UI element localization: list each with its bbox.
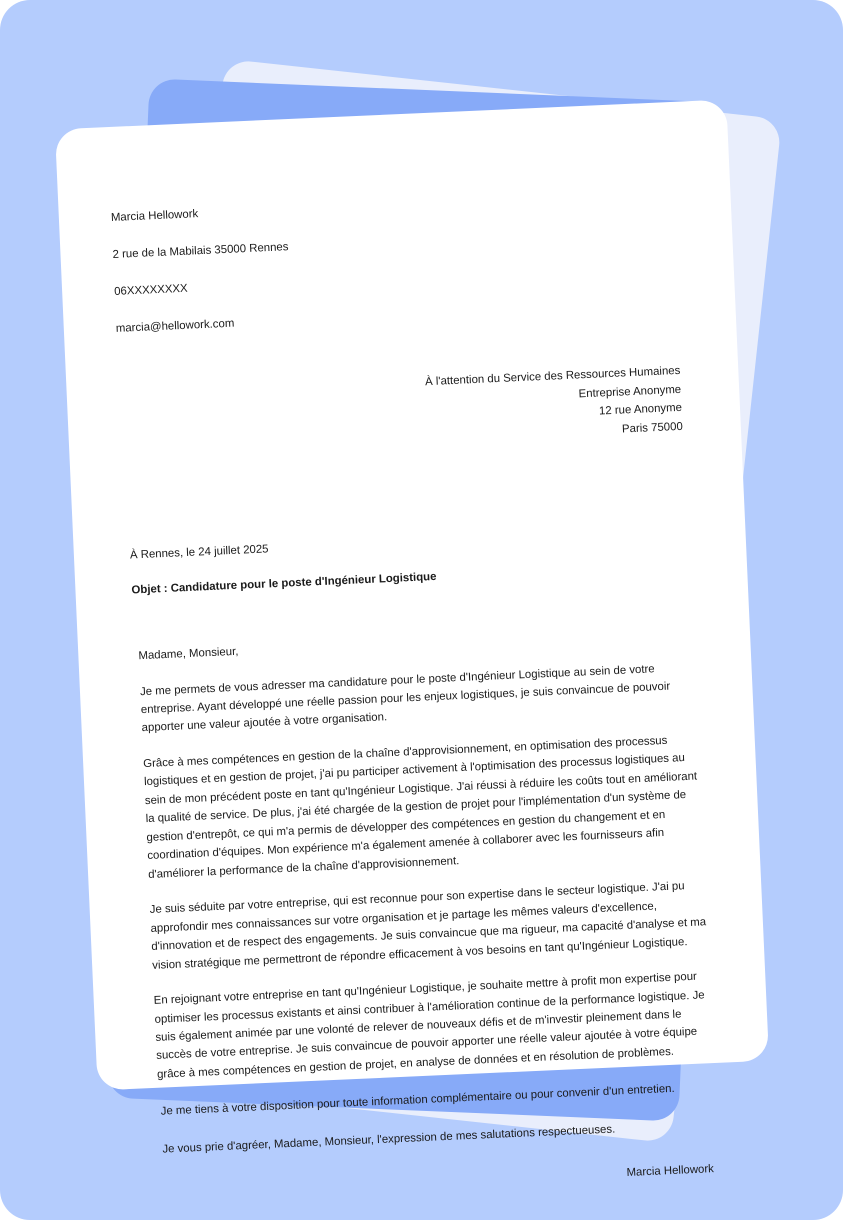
recipient-street: 12 rue Anonyme [598,401,683,418]
valediction-paragraph: Je vous prie d'agréer, Madame, Monsieur, l'expression de mes salutations respectueuses. [162,1123,616,1156]
letter-content [110,166,716,1180]
recipient-attention-line: À l'attention du Service des Ressources Humaines [424,365,681,389]
recipient-address-block [118,362,689,461]
date-line: À Rennes, le 24 juillet 2025 [129,543,269,562]
signature: Marcia Hellowork [626,1163,715,1180]
body-paragraph: Je suis séduite par votre entreprise, qui est reconnue pour son expertise dans le secteur logistique. J'ai pu approfondir mes connaissances sur votre organisation et je partage les mêmes valeurs d'excellence, d'innovation et de respect des engagements. Je suis convaincue que ma rigueur, ma capacité d'analyse et ma vision stratégique me permettront de répondre efficacement à vos besoins en tant qu'Ingénieur Logistique. [149,880,707,972]
sender-address: 2 rue de la Mabilais 35000 Rennes [112,241,289,262]
salutation: Madame, Monsieur, [138,645,239,663]
body-paragraph: Grâce à mes compétences en gestion de la chaîne d'approvisionnement, en optimisation des processus logistiques et en gestion de projet, j'ai pu participer activement à l'optimisation des processus logistiques au sein de mon précédent poste en tant qu'Ingénieur Logistique. J'ai réussi à réduire les coûts tout en améliorant la qualité de service. De plus, j'ai été chargée de la gestion de projet pour l'implémentation d'un système de gestion d'entrepôt, ce qui m'a permis de développer des compétences en gestion du changement et en coordination d'équipes. Mon expérience m'a également amenée à collaborer avec les fournisseurs afin d'améliorer la performance de la chaîne d'approvisionnement. [142,734,698,881]
recipient-city: Paris 75000 [621,420,684,436]
recipient-company: Entreprise Anonyme [578,383,682,401]
sender-name: Marcia Hellowork [110,208,199,225]
sender-address-block [110,166,685,357]
cover-letter-document[interactable] [55,100,769,1180]
sender-phone: 06XXXXXXXX [113,283,188,299]
availability-paragraph: Je me tiens à votre disposition pour toute information complémentaire ou pour convenir d'un entretien. [160,1083,675,1119]
sender-email: marcia@hellowork.com [115,317,235,336]
body-paragraph: Je me permets de vous adresser ma candidature pour le poste d'Ingénieur Logistique au sein de votre entreprise. Ayant développé une réelle passion pour les enjeux logistiques, je suis convaincue de pouvoir apporter une valeur ajoutée à votre organisation. [139,662,671,735]
body-paragraph: En rejoignant votre entreprise en tant qu'Ingénieur Logistique, je souhaite mettre à profit mon expertise pour optimiser les processus existants et ainsi contribuer à l'amélioration continue de la performance logistique. Je suis également animée par une volonté de relever de nouveaux défis et de m'investir pleinement dans le succès de votre entreprise. Je suis convaincue de pouvoir apporter une réelle valeur ajoutée à votre équipe grâce à mes compétences en gestion de projet, en analyse de données et en résolution de problèmes. [153,970,705,1081]
subject-line: Objet : Candidature pour le poste d'Ingénieur Logistique [131,570,437,597]
